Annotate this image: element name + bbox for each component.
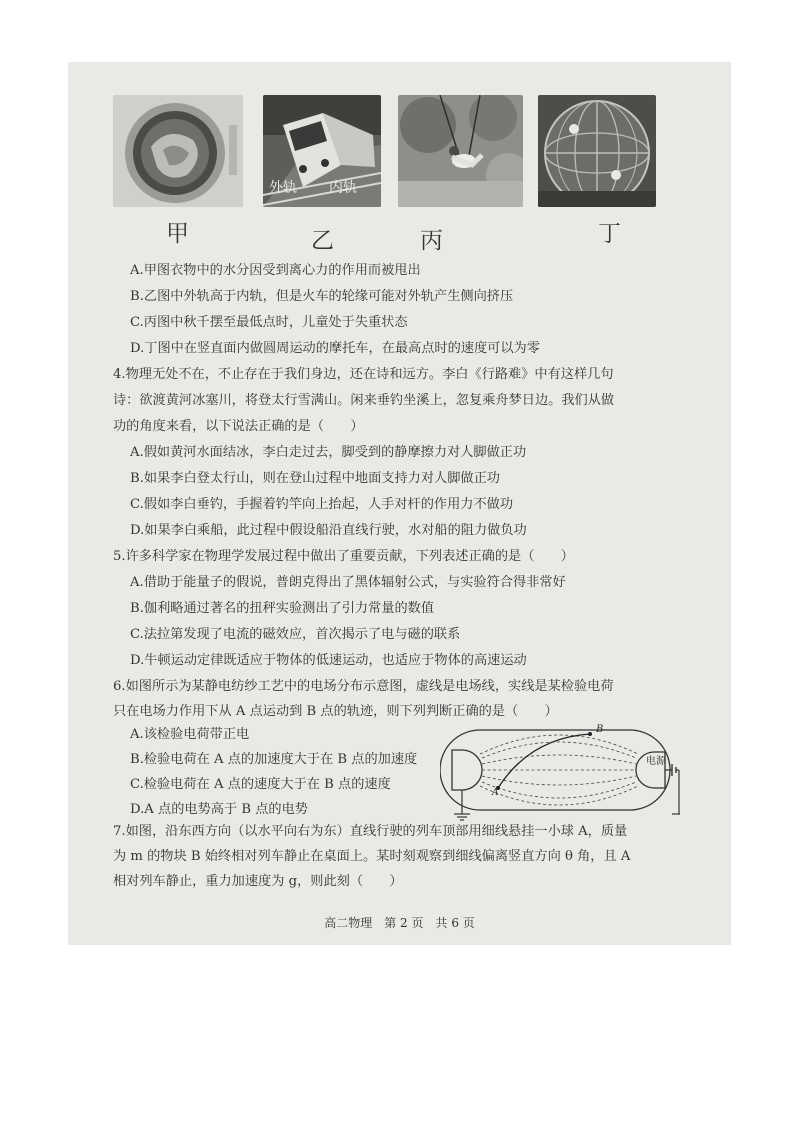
caption-bing: 丙 — [420, 228, 445, 254]
q3-option-c: C.丙图中秋千摆至最低点时，儿童处于失重状态 — [130, 315, 408, 330]
q5-option-d: D.牛顿运动定律既适应于物体的低速运动，也适应于物体的高速运动 — [130, 653, 527, 668]
caption-jia: 甲 — [166, 221, 191, 247]
q5-option-a: A.借助于能量子的假说，普朗克得出了黑体辐射公式，与实验符合得非常好 — [130, 575, 566, 590]
q3-option-b: B.乙图中外轨高于内轨，但是火车的轮缘可能对外轨产生侧向挤压 — [130, 289, 514, 304]
q6-option-b: B.检验电荷在 A 点的加速度大于在 B 点的加速度 — [130, 752, 418, 767]
train-photo — [263, 95, 381, 207]
q4-option-c: C.假如李白垂钓，手握着钓竿向上抬起，人手对杆的作用力不做功 — [130, 497, 514, 512]
caption-ding: 丁 — [598, 221, 623, 247]
q7-stem-line-2: 为 m 的物块 B 始终相对列车静止在桌面上。某时刻观察到细线偏离竖直方向 θ 角，且 A — [113, 849, 631, 864]
q7-stem-line-1: 7.如图，沿东西方向（以水平向右为东）直线行驶的列车顶部用细线悬挂一小球 A，质量 — [113, 824, 628, 839]
q5-option-b: B.伽利略通过著名的扭秤实验测出了引力常量的数值 — [130, 601, 435, 616]
q6-stem-line-1: 6.如图所示为某静电纺纱工艺中的电场分布示意图，虚线是电场线，实线是某检验电荷 — [113, 679, 614, 694]
point-b-label: B — [596, 724, 604, 735]
caption-yi: 乙 — [311, 228, 336, 254]
q4-option-d: D.如果李白乘船，此过程中假设船沿直线行驶，水对船的阻力做负功 — [130, 523, 527, 538]
globe-motorcycle-photo — [538, 95, 656, 207]
q3-option-a: A.甲图衣物中的水分因受到离心力的作用而被甩出 — [130, 263, 421, 278]
q4-stem-line-2: 诗：欲渡黄河冰塞川，将登太行雪满山。闲来垂钓坐溪上，忽复乘舟梦日边。我们从做 — [113, 393, 615, 408]
q5-option-c: C.法拉第发现了电流的磁效应，首次揭示了电与磁的联系 — [130, 627, 461, 642]
swing-photo — [398, 95, 523, 207]
power-source-label: 电源 — [646, 756, 666, 767]
q7-stem-line-3: 相对列车静止，重力加速度为 g，则此刻（ ） — [113, 874, 403, 889]
q6-option-d: D.A 点的电势高于 B 点的电势 — [130, 802, 308, 817]
outer-rail-label: 外轨 — [269, 180, 297, 196]
q6-stem-line-2: 只在电场力作用下从 A 点运动到 B 点的轨迹，则下列判断正确的是（ ） — [113, 704, 558, 719]
inner-rail-label: 内轨 — [329, 180, 357, 196]
page-footer: 高二物理 第 2 页 共 6 页 — [324, 916, 475, 930]
q4-stem-line-1: 4.物理无处不在，不止存在于我们身边，还在诗和远方。李白《行路难》中有这样几句 — [113, 367, 614, 382]
q4-stem-line-3: 功的角度来看，以下说法正确的是（ ） — [113, 419, 364, 434]
washing-machine-photo — [113, 95, 243, 207]
q3-option-d: D.丁图中在竖直面内做圆周运动的摩托车，在最高点时的速度可以为零 — [130, 341, 540, 356]
q4-option-b: B.如果李白登太行山，则在登山过程中地面支持力对人脚做正功 — [130, 471, 500, 486]
q6-option-c: C.检验电荷在 A 点的速度大于在 B 点的速度 — [130, 777, 391, 792]
q4-option-a: A.假如黄河水面结冰，李白走过去，脚受到的静摩擦力对人脚做正功 — [130, 445, 527, 460]
exam-page — [68, 62, 731, 945]
q6-option-a: A.该检验电荷带正电 — [130, 727, 250, 742]
q5-stem: 5.许多科学家在物理学发展过程中做出了重要贡献，下列表述正确的是（ ） — [113, 549, 574, 564]
point-a-label: A — [492, 788, 499, 798]
electric-field-diagram — [440, 718, 680, 828]
